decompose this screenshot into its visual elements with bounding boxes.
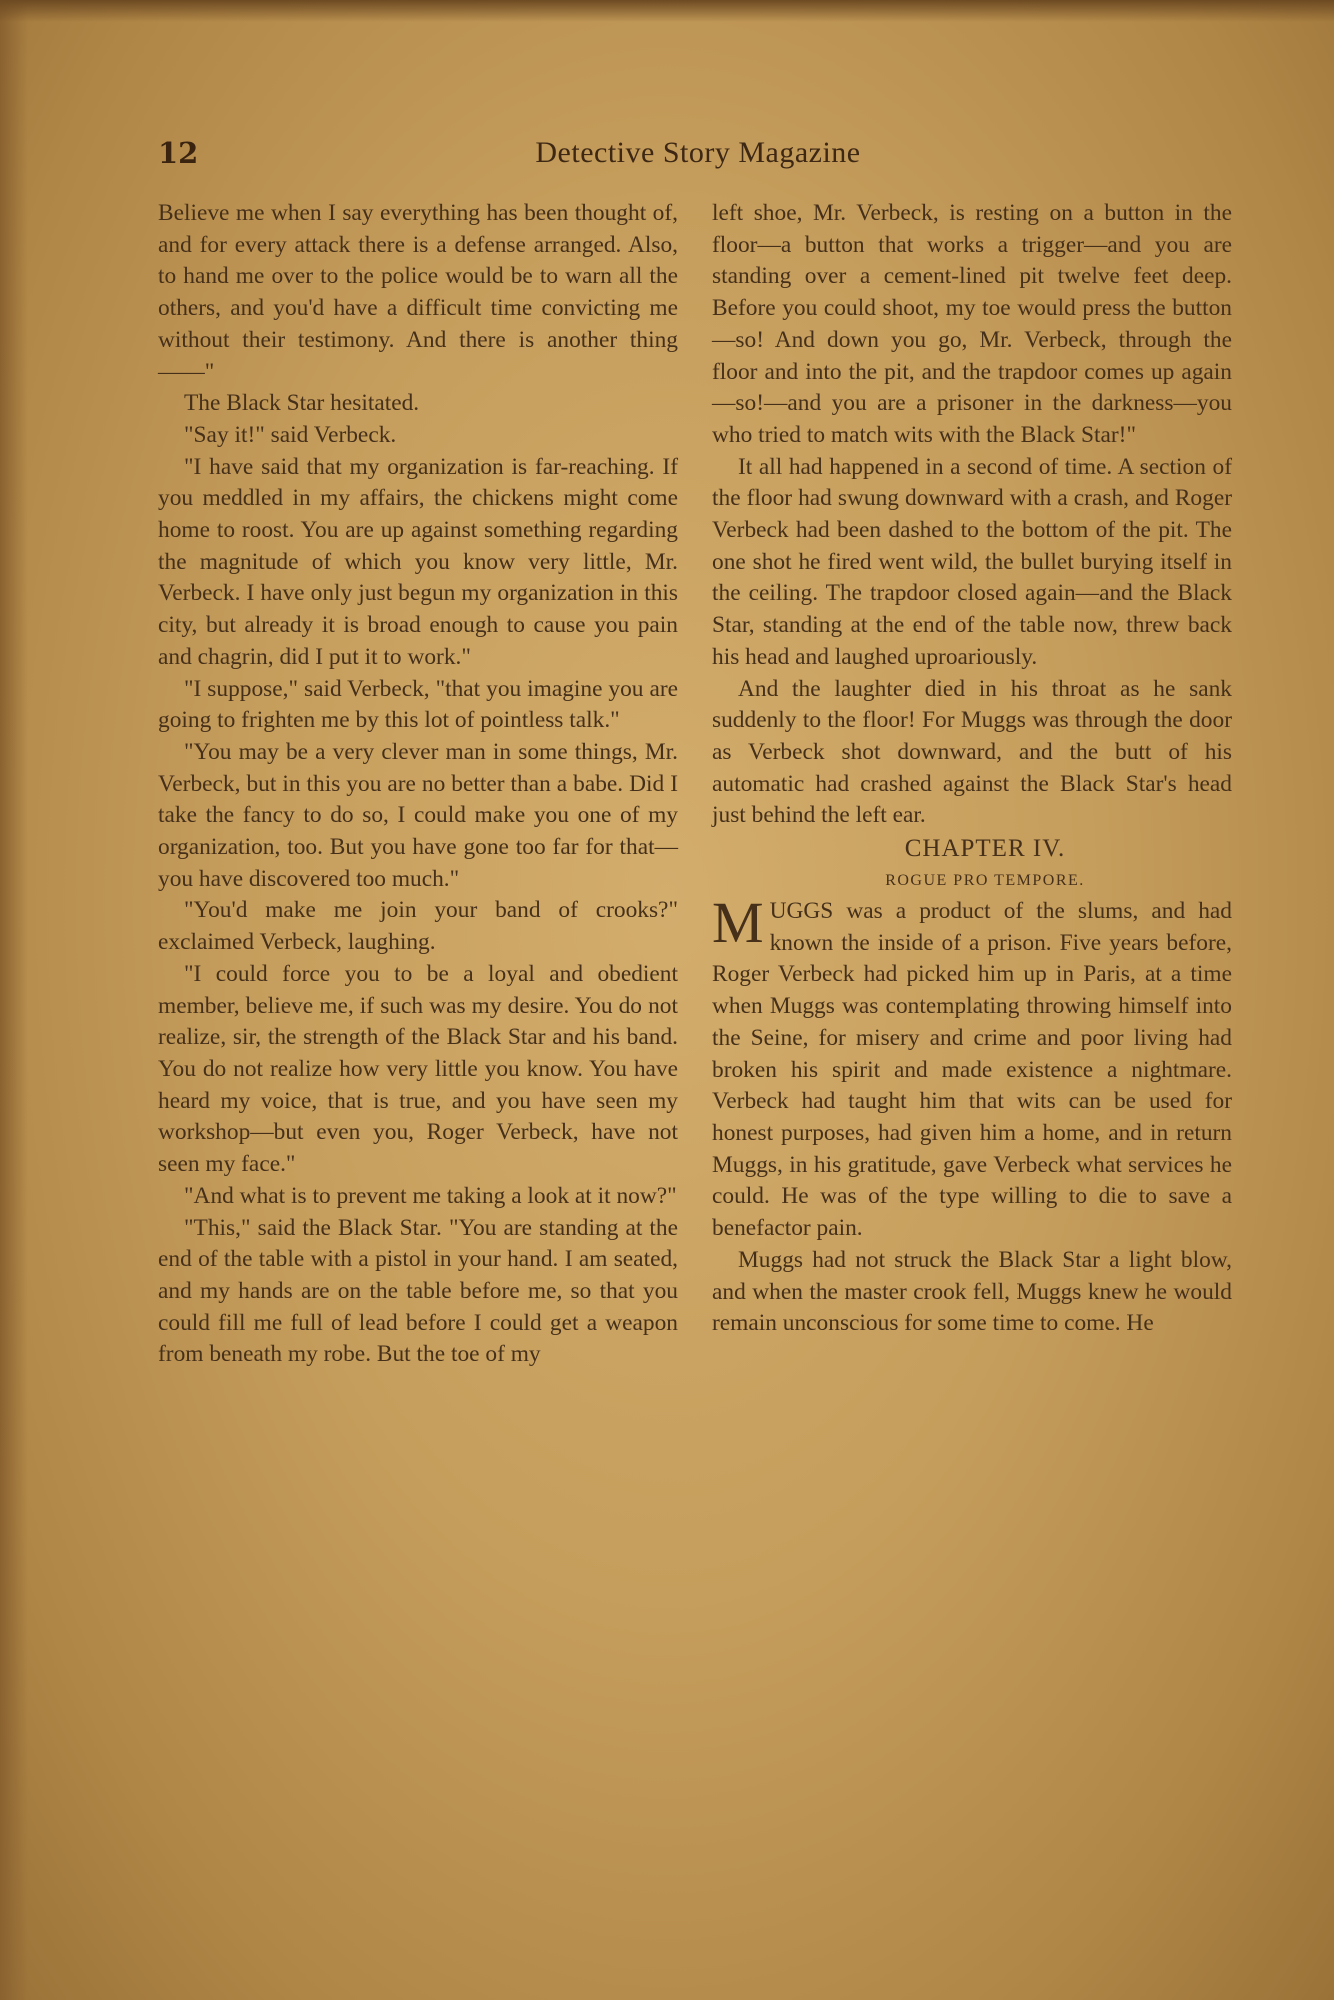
page-header — [158, 136, 1238, 176]
running-head: Detective Story Magazine — [535, 136, 861, 169]
paragraph: left shoe, Mr. Verbeck, is resting on a button in the floor—a button that works a trigger—and you are standing over a cement-lined pit twelve feet deep. Before you could shoot, my toe would press the button—so! And down you go, Mr. Verbeck, through the floor and into the pit, and the trapdoor comes up again—so!—and you are a prisoner in the darkness—you who tried to match wits with the Black Star!" — [712, 200, 1232, 448]
paragraph: "You may be a very clever man in some things, Mr. Verbeck, but in this you are no better than a babe. Did I take the fancy to do so, I could make you one of my organization, too. But you have gone too far for that—you have discovered too much." — [158, 738, 678, 892]
page-top-shadow — [0, 0, 1334, 22]
paragraph: "I could force you to be a loyal and obedient member, believe me, if such was my desire. You do not realize, sir, the strength of the Black Star and his band. You do not realize how very little you know. You have heard my voice, that is true, and you have seen my workshop—but even you, Roger Verbeck, have not seen my face." — [158, 960, 678, 1178]
paragraph: "I have said that my organization is far-reaching. If you meddled in my affairs, the chickens might come home to roost. You are up against something regarding the magnitude of which you know very little, Mr. Verbeck. I have only just begun my organization in this city, but already it is broad enough to cause you pain and chagrin, did I put it to work." — [158, 453, 678, 670]
paragraph: "And what is to prevent me taking a look at it now?" — [184, 1182, 677, 1209]
chapter-first-paragraph-text: UGGS was a product of the slums, and had known the inside of a prison. Five years before, Roger Verbeck had picked him up in Paris, at a time when Muggs was contemplating throwing himself into the Seine, for misery and crime and poor living had broken his spirit and made existence a nightmare. Verbeck had taught him that wits can be used for honest purposes, had given him a home, and in return Muggs, in his gratitude, gave Verbeck what services he could. He was of the type willing to die to save a benefactor pain. — [712, 898, 1232, 1242]
paragraph: "Say it!" said Verbeck. — [184, 421, 397, 448]
paragraph: "I suppose," said Verbeck, "that you imagine you are going to frighten me by this lot of pointless talk." — [158, 675, 678, 734]
right-column — [712, 198, 1232, 1340]
drop-cap: M — [712, 890, 764, 956]
paragraph: Muggs had not struck the Black Star a light blow, and when the master crook fell, Muggs knew he would remain unconscious for some time to come. He — [712, 1246, 1232, 1337]
page-edge-shadow — [0, 0, 28, 2000]
paragraph: And the laughter died in his throat as he sank suddenly to the floor! For Muggs was through the door as Verbeck shot downward, and the butt of his automatic had crashed against the Black Star's head just behind the left ear. — [712, 675, 1232, 829]
chapter-title: CHAPTER IV. — [904, 835, 1066, 863]
paragraph: "You'd make me join your band of crooks?" exclaimed Verbeck, laughing. — [158, 897, 678, 956]
page-number: 12 — [158, 136, 199, 170]
chapter-first-paragraph — [712, 890, 1232, 1245]
paragraph: Believe me when I say everything has been thought of, and for every attack there is a defense arranged. Also, to hand me over to the police would be to warn all the others, and you'd have a difficult time convicting me without their testimony. And there is another thing——" — [158, 200, 678, 385]
paragraph: The Black Star hesitated. — [184, 390, 420, 417]
chapter-subtitle: ROGUE PRO TEMPORE. — [885, 872, 1085, 890]
left-column — [158, 198, 678, 1371]
paragraph: It all had happened in a second of time. A section of the floor had swung downward with a crash, and Roger Verbeck had been dashed to the bottom of the pit. The one shot he fired went wild, the bullet burying itself in the ceiling. The trapdoor closed again—and the Black Star, standing at the end of the table now, threw back his head and laughed uproariously. — [712, 453, 1232, 670]
paragraph: "This," said the Black Star. "You are standing at the end of the table with a pistol in your hand. I am seated, and my hands are on the table before me, so that you could fill me full of lead before I could get a weapon from beneath my robe. But the toe of my — [158, 1214, 678, 1368]
